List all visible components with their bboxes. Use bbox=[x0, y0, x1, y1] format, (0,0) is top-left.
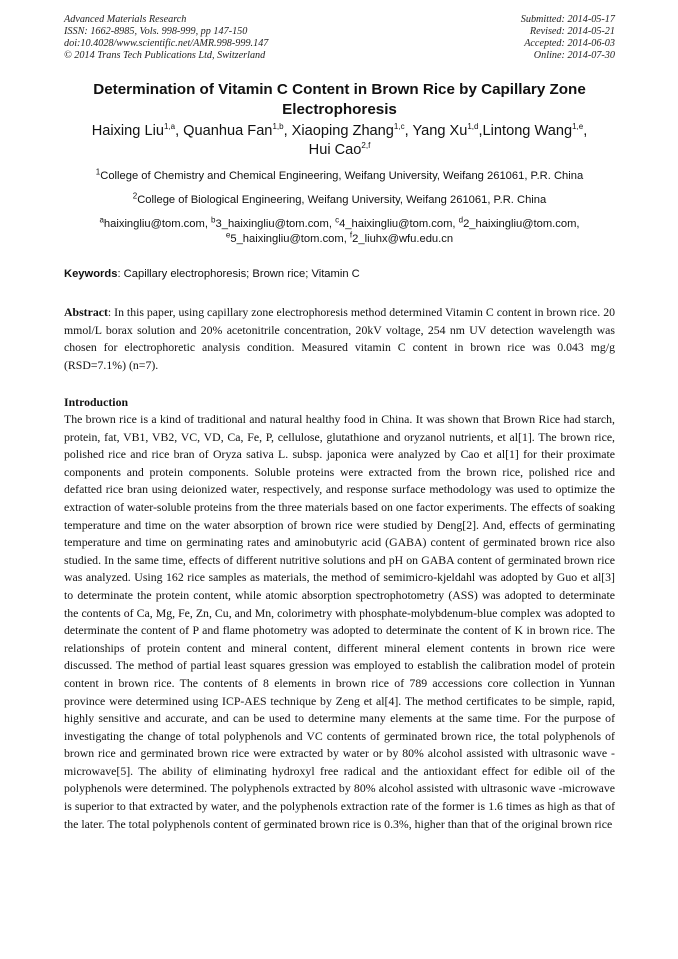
revised-date: Revised: 2014-05-21 bbox=[529, 26, 615, 37]
abstract bbox=[64, 304, 615, 374]
author: Haixing Liu$^{1,a}$, bbox=[91, 122, 184, 139]
online-date: Online: 2014-07-30 bbox=[533, 50, 615, 61]
submitted-date: Submitted: 2014-05-17 bbox=[520, 14, 615, 25]
author: Yang Xu$^{1,d}$, bbox=[412, 122, 483, 139]
issn: ISSN: 1662-8985, Vols. 998-999, pp 147-150 bbox=[64, 26, 248, 37]
author-list bbox=[64, 122, 615, 160]
email[interactable]: $^c$4_haixingliu@tom.com, bbox=[335, 215, 459, 230]
affiliation: $^2$College of Biological Engineering, Weifang University, Weifang 261061, P.R. China bbox=[132, 191, 547, 206]
paper-title: Determination of Vitamin C Content in Brown Rice by Capillary Zone Electrophoresis bbox=[93, 81, 586, 118]
email[interactable]: $^d$2_haixingliu@tom.com, bbox=[458, 215, 580, 230]
email[interactable]: $^a$haixingliu@tom.com, bbox=[99, 215, 212, 230]
journal-name: Advanced Materials Research bbox=[64, 14, 187, 25]
section-heading: Introduction bbox=[64, 395, 129, 409]
keywords-text: : Capillary electrophoresis; Brown rice; Vitamin C bbox=[117, 268, 360, 280]
keywords bbox=[64, 267, 615, 281]
keywords-label: Keywords bbox=[64, 268, 118, 280]
accepted-date: Accepted: 2014-06-03 bbox=[524, 38, 615, 49]
abstract-text: : In this paper, using capillary zone electrophoresis method determined Vitamin C content in brown rice. 20 mmol/L borax solution and 20% acetonitrile concentration, 20kV voltage, 254 nm UV detection wavelength was chosen for electrophoretic analysis condition. Measured vitamin C content in brown rice was 0.043 mg/g (RSD=7.1%) (n=7). bbox=[64, 305, 615, 372]
copyright: © 2014 Trans Tech Publications Ltd, Switzerland bbox=[64, 50, 266, 61]
author: Lintong Wang$^{1,e}$, bbox=[482, 122, 588, 139]
introduction-text: The brown rice is a kind of traditional and natural healthy food in China. It was shown that Brown Rice had starch, protein, fat, VB1, VB2, VC, VD, Ca, Fe, P, cellulose, glutathione and oryzanol nutrients, et al[1]. The brown rice, polished rice and rice bran of Oryza sativa L. subsp. japonica were analyzed by Cao et al[1] for their proximate components and protein components. Soluble proteins were extracted from the brown rice, polished rice and defatted rice bran using deionized water, respectively, and response surface methodology was used to optimize the extraction of water-soluble proteins from the three materials based on one factor experiments. The effects of soaking temperature and time on the water absorption of brown rice were studied by Deng[2]. And, effects of germinating temperature and time on germinating rates and aminobutyric acid (GABA) content of germinated brown rice also studied. In the same time, effects of different nutritive solutions and pH on GABA content of germinated brown rice was analyzed. Using 162 rice samples as materials, the method of semimicro-kjeldahl was adopted by Guo et al[3] to determinate the protein content, while atomic absorption spectrophotometry (ASS) was adopted to determinate the contents of Ca, Mg, Fe, Zn, Cu, and Mn, colorimetry with phosphate-molybdenum-blue complex was adopted to determinate the content of P and flame photometry was adopted to determinate the content of K in brown rice. The relationships of protein content and mineral content, different mineral element contents in brown rice were discussed. The method of partial least squares gression was employed to establish the calibration model of protein content in brown rice. The contents of 8 elements in brown rice of 789 accessions core collection in Yunnan province were determined using ICP-AES technique by Zeng et al[4]. The method certificates to be simple, rapid, highly sensitive and accurate, and can be used to determine many elements at the same time. For the purpose of investigating the change of total polyphenols and VC contents of germinated brown rice, the total polyphenols of brown rice and germinated brown rice were extracted by water or by 80% alcohol assisted with ultrasonic wave -microwave[5]. The ability of eliminating hydroxyl free radical and the antioxidant effect for edible oil of the polyphenols were determined. The polyphenols extracted by 80% alcohol assisted with ultrasonic wave -microwave is superior to that extracted by water, and the polyphenols extraction rate of the former is 1.6 times as high as that of the later. The total polyphenols content of germinated brown rice is 0.3%, higher than that of the original brown rice bbox=[64, 412, 615, 831]
email[interactable]: $^e$5_haixingliu@tom.com, bbox=[225, 230, 350, 245]
affiliation: $^1$College of Chemistry and Chemical Engineering, Weifang University, Weifang 261061, P.R. China bbox=[95, 167, 584, 182]
dates-header bbox=[521, 14, 615, 62]
email-list bbox=[64, 217, 615, 247]
author: Quanhua Fan$^{1,b}$, bbox=[183, 122, 292, 139]
author: Xiaoping Zhang$^{1,c}$, bbox=[291, 122, 413, 139]
author: Hui Cao$^{2,f}$ bbox=[308, 141, 371, 158]
doi[interactable]: doi:10.4028/www.scientific.net/AMR.998-999.147 bbox=[64, 38, 269, 49]
email[interactable]: $^b$3_haixingliu@tom.com, bbox=[211, 215, 336, 230]
abstract-label: Abstract bbox=[64, 305, 108, 319]
email[interactable]: $^f$2_liuhx@wfu.edu.cn bbox=[349, 230, 454, 245]
journal-header bbox=[64, 14, 268, 62]
